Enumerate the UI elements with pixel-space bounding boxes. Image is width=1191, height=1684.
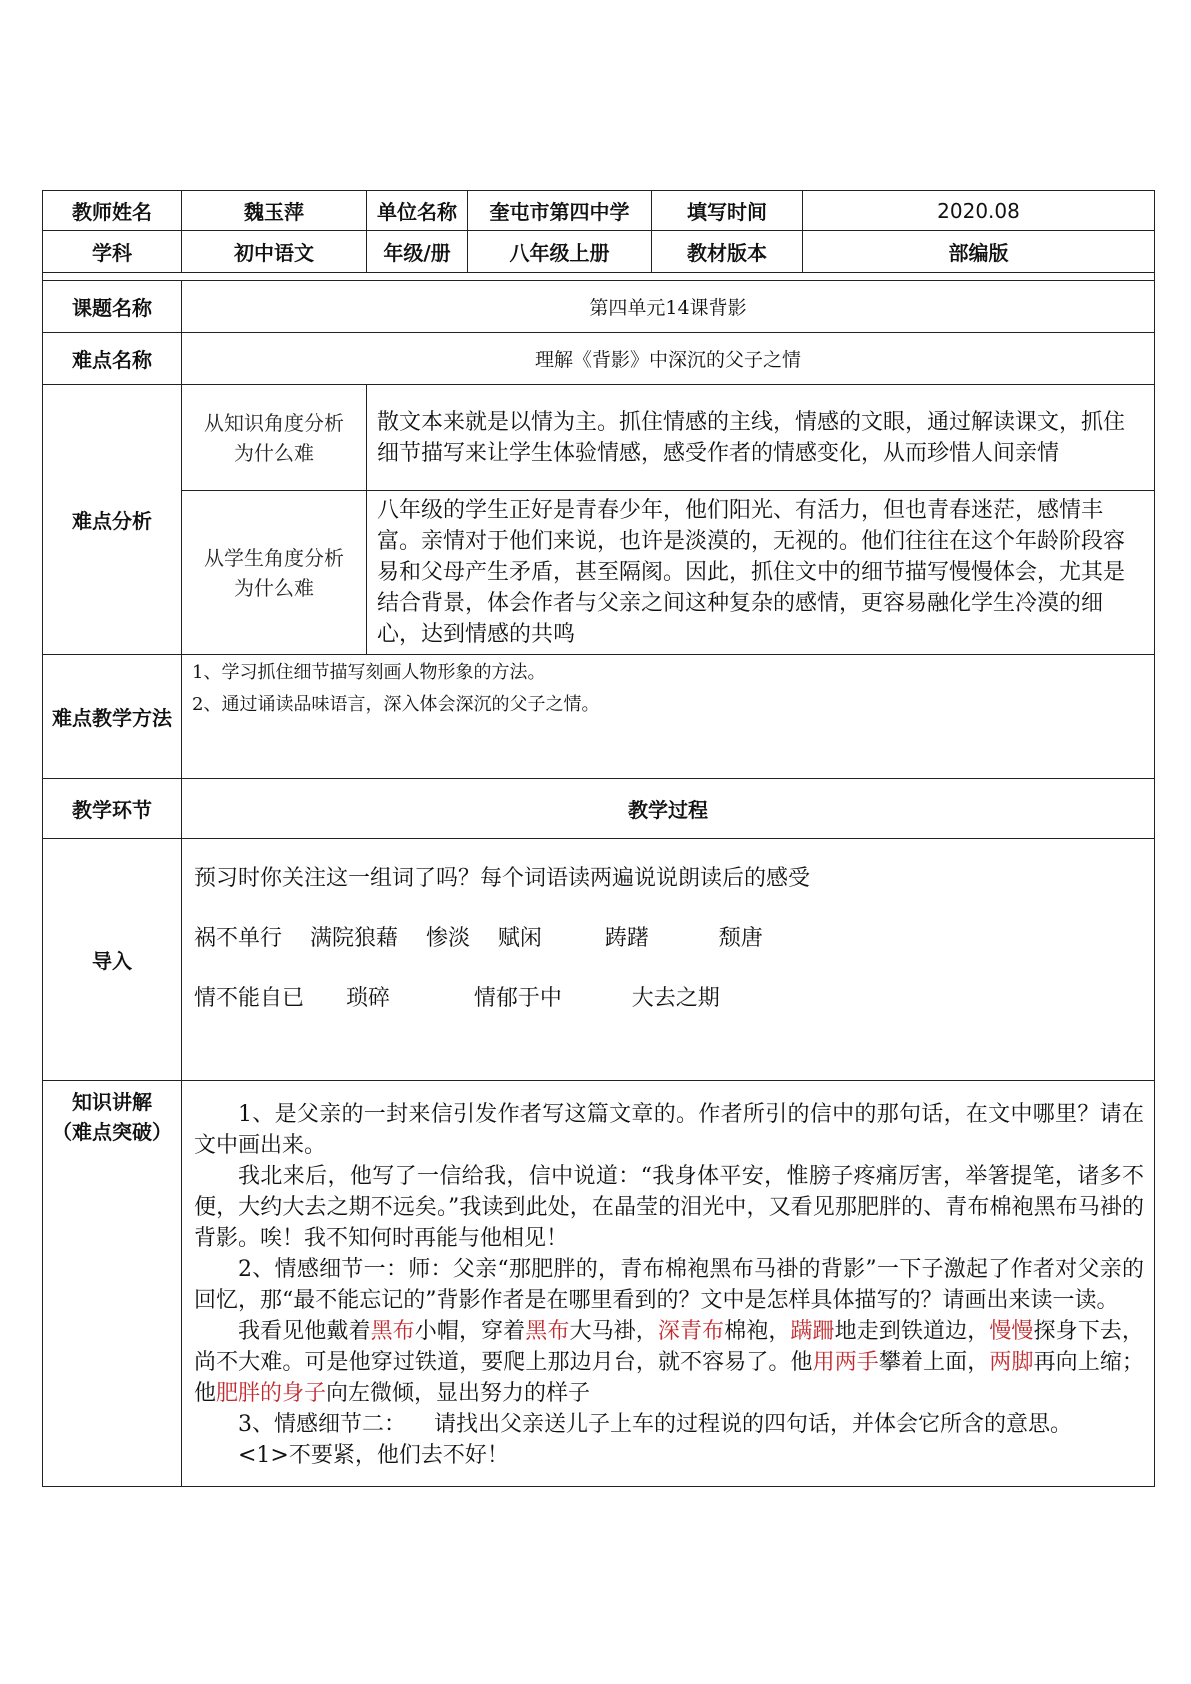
question-1: 1、是父亲的一封来信引发作者写这篇文章的。作者所引的信中的那句话，在文中哪里？请在文中画出来。: [194, 1102, 1144, 1158]
highlight-text: 深青布: [657, 1319, 725, 1344]
analysis-label: 难点分析: [43, 385, 182, 655]
grade-label: 年级/册: [367, 231, 468, 273]
passage-text: 棉袍，: [724, 1319, 791, 1344]
intro-row: [43, 839, 1155, 1081]
analysis-row-knowledge: [43, 385, 1155, 491]
topic-row: [43, 281, 1155, 333]
passage-text: 小帽，穿着: [414, 1319, 526, 1344]
knowledge-angle-label: 从知识角度分析为什么难: [182, 385, 367, 491]
difficulty-value: 理解《背影》中深沉的父子之情: [182, 333, 1155, 385]
lesson-plan-form: [42, 190, 1154, 1487]
detail-1-question: 2、情感细节一：师：父亲“那肥胖的，青布棉袍黑布马褂的背影”一下子激起了作者对父亲的回忆，那“最不能忘记的”背影作者是在哪里看到的？文中是怎样具体描写的？请画出来读一读。: [194, 1257, 1144, 1313]
date-value: 2020.08: [803, 191, 1155, 231]
detail-2-question: 3、情感细节二： 请找出父亲送儿子上车的过程说的四句话，并体会它所含的意思。: [238, 1412, 1072, 1437]
intro-content: [182, 839, 1155, 1081]
detail-1-passage: [194, 1316, 1144, 1409]
lesson-plan-table: [42, 190, 1155, 1487]
subject-label: 学科: [43, 231, 182, 273]
intro-words-line-1: 祸不单行 满院狼藉 惨淡 赋闲 踌躇 颓唐: [194, 926, 763, 951]
highlight-text: 慢慢: [989, 1319, 1034, 1344]
quote-1: <1>不要紧，他们去不好！: [238, 1443, 509, 1468]
passage-text: 大马褂，: [569, 1319, 658, 1344]
method-item: 1、学习抓住细节描写刻画人物形象的方法。: [192, 662, 546, 683]
student-angle-label: 从学生角度分析为什么难: [182, 491, 367, 655]
intro-question: 预习时你关注这一组词了吗？每个词语读两遍说说朗读后的感受: [194, 866, 811, 891]
highlight-text: 肥胖的身子: [216, 1381, 327, 1406]
passage-text: 再向上缩；他: [194, 1350, 1144, 1406]
knowledge-content: [182, 1081, 1155, 1487]
passage-text: 攀着上面，: [878, 1350, 990, 1375]
process-label: 教学过程: [182, 779, 1155, 839]
difficulty-label: 难点名称: [43, 333, 182, 385]
spacer: [43, 273, 1155, 281]
methods-list: [182, 655, 1155, 779]
passage-text: 地走到铁道边，: [834, 1319, 990, 1344]
analysis-row-student: [43, 491, 1155, 655]
knowledge-sublabel: （难点突破）: [52, 1120, 172, 1144]
highlight-text: 黑布: [525, 1319, 570, 1344]
intro-words-line-2: 情不能自已 琐碎 情郁于中 大去之期: [194, 986, 720, 1011]
methods-label: 难点教学方法: [43, 655, 182, 779]
stage-label: 教学环节: [43, 779, 182, 839]
subject-value: 初中语文: [182, 231, 367, 273]
highlight-text: 蹒跚: [790, 1319, 835, 1344]
student-angle-text: 八年级的学生正好是青春少年，他们阳光、有活力，但也青春迷茫，感情丰富。亲情对于他们来说，也许是淡漠的，无视的。他们往往在这个年龄阶段容易和父母产生矛盾，甚至隔阂。因此，抓住文中的细节描写慢慢体会，尤其是结合背景，体会作者与父亲之间这种复杂的感情，更容易融化学生冷漠的细心，达到情感的共鸣: [367, 491, 1155, 655]
letter-quote: 我北来后，他写了一信给我，信中说道：“我身体平安，惟膀子疼痛厉害，举箸提笔，诸多不便，大约大去之期不远矣。”我读到此处，在晶莹的泪光中，又看见那肥胖的、青布棉袍黑布马褂的背影。唉！我不知何时再能与他相见！: [194, 1164, 1144, 1251]
intro-label: 导入: [43, 839, 182, 1081]
passage-text: 我看见他戴着: [238, 1319, 371, 1344]
edition-label: 教材版本: [652, 231, 803, 273]
highlight-text: 用两手: [812, 1350, 879, 1375]
knowledge-row: [43, 1081, 1155, 1487]
header-row-1: [43, 191, 1155, 231]
topic-value: 第四单元14课背影: [182, 281, 1155, 333]
unit-label: 单位名称: [367, 191, 468, 231]
date-label: 填写时间: [652, 191, 803, 231]
knowledge-label: 知识讲解: [72, 1090, 152, 1114]
process-header-row: [43, 779, 1155, 839]
difficulty-row: [43, 333, 1155, 385]
method-item: 2、通过诵读品味语言，深入体会深沉的父子之情。: [192, 694, 600, 715]
passage-text: 探身下去，尚不大难。可是他穿过铁道，要爬上那边月台，就不容易了。他: [194, 1319, 1144, 1375]
header-row-2: [43, 231, 1155, 273]
passage-text: 向左微倾，显出努力的样子: [326, 1381, 591, 1406]
teacher-value: 魏玉萍: [182, 191, 367, 231]
highlight-text: 两脚: [989, 1350, 1034, 1375]
edition-value: 部编版: [803, 231, 1155, 273]
teacher-label: 教师姓名: [43, 191, 182, 231]
spacer-row: [43, 273, 1155, 281]
grade-value: 八年级上册: [468, 231, 652, 273]
methods-row: [43, 655, 1155, 779]
knowledge-label-cell: [43, 1081, 182, 1487]
topic-label: 课题名称: [43, 281, 182, 333]
highlight-text: 黑布: [370, 1319, 415, 1344]
unit-value: 奎屯市第四中学: [468, 191, 652, 231]
knowledge-angle-text: 散文本来就是以情为主。抓住情感的主线，情感的文眼，通过解读课文，抓住细节描写来让学生体验情感，感受作者的情感变化，从而珍惜人间亲情: [367, 385, 1155, 491]
